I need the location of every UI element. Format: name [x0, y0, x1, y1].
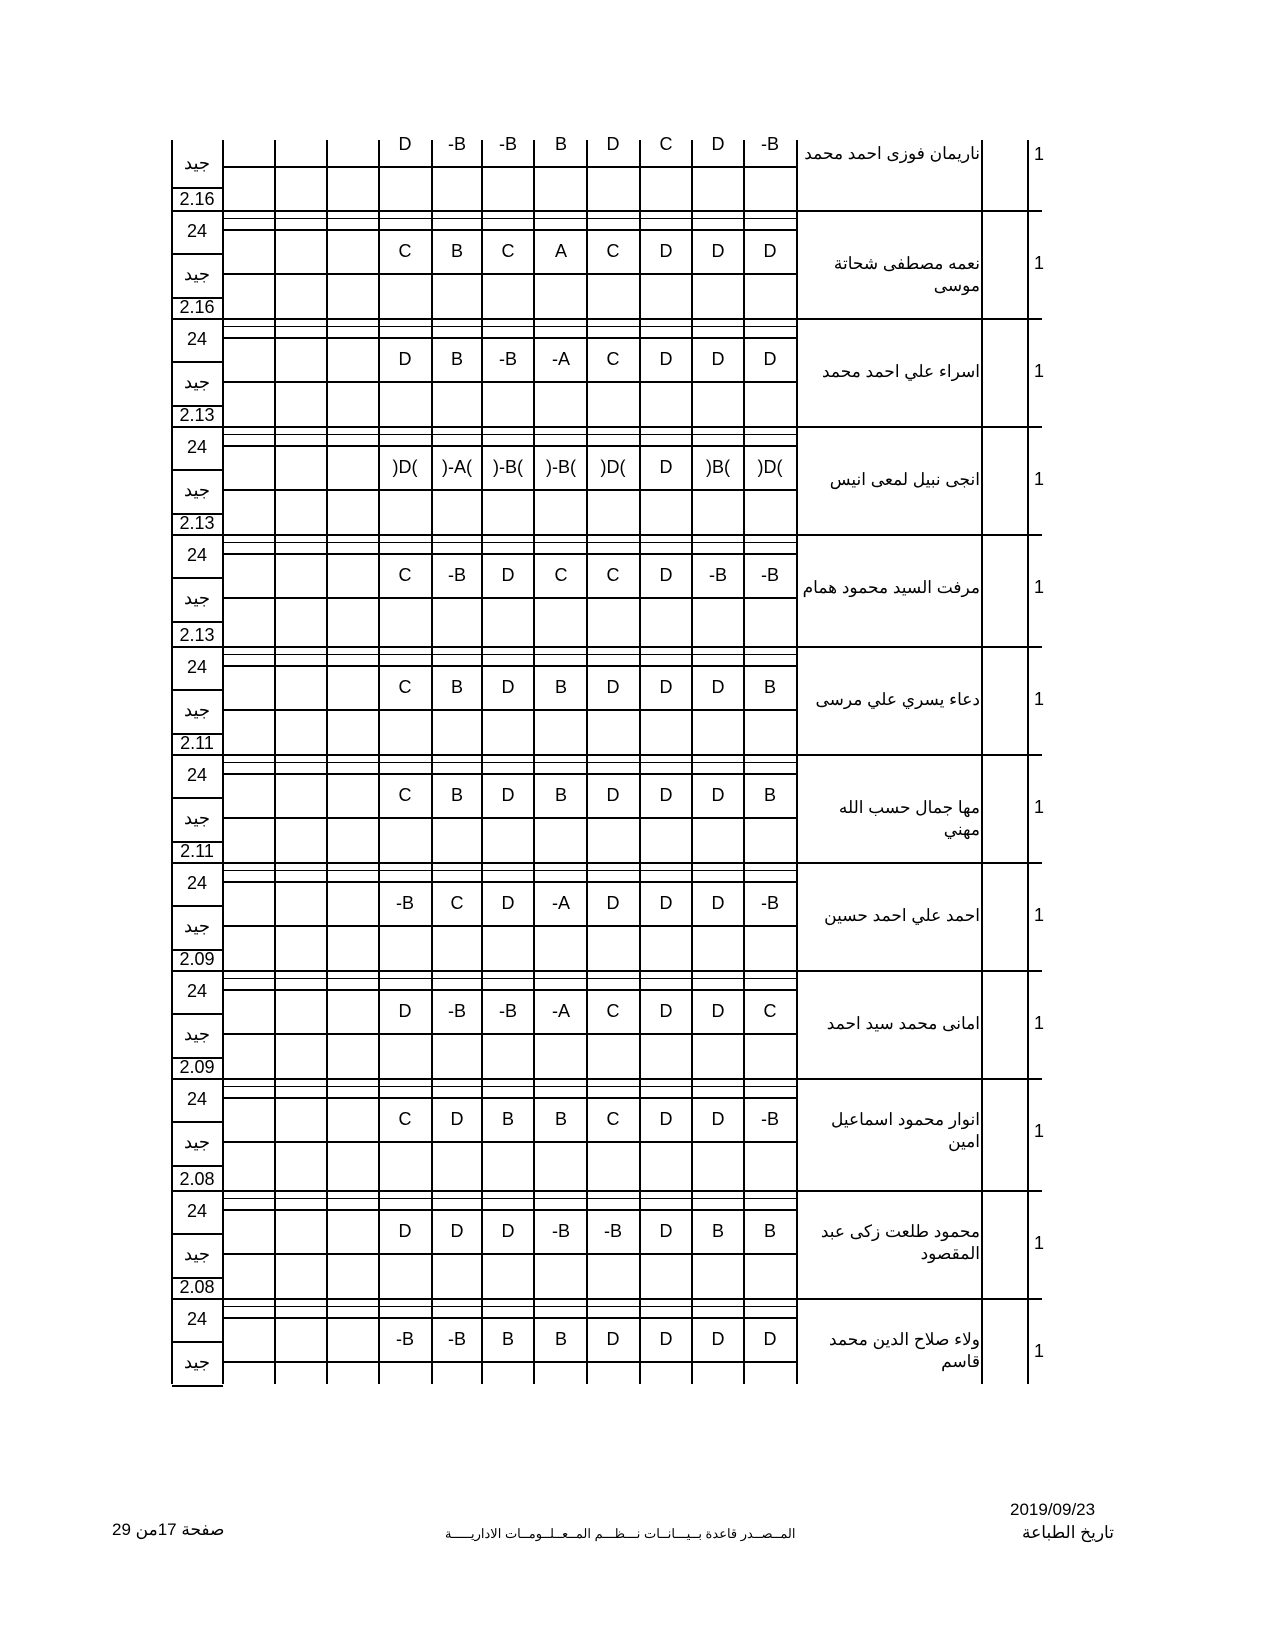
grade-cell: -A [552, 349, 570, 369]
grade-cell: D [711, 893, 725, 913]
level-value: 1 [1033, 577, 1045, 597]
grades-top-line [223, 1097, 797, 1099]
level-value: 1 [1033, 1341, 1045, 1361]
grade-cell: D [659, 785, 673, 805]
grade-cell: -B [761, 565, 779, 585]
rating: جيد [183, 480, 211, 500]
student-name: نعمه مصطفى شحاتة موسى [833, 254, 980, 295]
count-rating-divider [172, 469, 223, 471]
grade-cell: B [554, 1329, 568, 1349]
student-name: مرفت السيد محمود همام [802, 578, 980, 597]
grade-cell: )D( [392, 457, 418, 477]
print-date: 2019/09/23 [1010, 1500, 1096, 1519]
grade-cell: C [450, 893, 464, 913]
gpa: 2.16 [179, 297, 215, 317]
grade-cell: D [659, 457, 673, 477]
student-name: ناريمان فوزى احمد محمد [804, 144, 980, 163]
rating: جيد [183, 1244, 211, 1264]
grade-cell: -B [499, 349, 517, 369]
grade-cell: B [554, 1109, 568, 1129]
grade-cell: )-B( [493, 457, 523, 477]
grade-cell: D [501, 785, 515, 805]
row-subline [223, 326, 797, 327]
gpa: 2.08 [179, 1277, 215, 1297]
row-subline [223, 218, 797, 219]
grades-top-line [223, 665, 797, 667]
grade-cell: D [659, 241, 673, 261]
total-count: 24 [186, 221, 208, 241]
rating: جيد [183, 808, 211, 828]
count-rating-divider [172, 905, 223, 907]
grade-cell: -B [761, 893, 779, 913]
grade-cell: B [450, 677, 464, 697]
rating: جيد [183, 916, 211, 936]
gpa: 2.13 [179, 513, 215, 533]
grade-cell: -B [761, 134, 779, 154]
gpa: 2.08 [179, 1169, 215, 1189]
count-rating-divider [172, 797, 223, 799]
grade-cell: -B [448, 565, 466, 585]
row-subline [223, 762, 797, 763]
count-rating-divider [172, 253, 223, 255]
total-count: 24 [186, 873, 208, 893]
grade-cell: D [711, 241, 725, 261]
grades-bottom-line [223, 1141, 797, 1143]
grade-cell: D [606, 785, 620, 805]
record-separator [172, 1190, 1042, 1192]
gpa: 2.13 [179, 405, 215, 425]
gpa: 2.13 [179, 625, 215, 645]
rating: جيد [183, 1024, 211, 1044]
grade-cell: -B [448, 134, 466, 154]
grade-cell: B [554, 677, 568, 697]
grade-cell: D [711, 1109, 725, 1129]
grades-bottom-line [223, 925, 797, 927]
grade-cell: )B( [706, 457, 730, 477]
grade-cell: D [763, 349, 777, 369]
rating-gpa-divider [172, 621, 223, 623]
grade-cell: C [501, 241, 515, 261]
grade-cell: D [659, 1001, 673, 1021]
grades-bottom-line [223, 1033, 797, 1035]
rating-gpa-divider [172, 1385, 223, 1387]
rating: جيد [183, 700, 211, 720]
rating: جيد [183, 1352, 211, 1372]
student-name: امانى محمد سيد احمد [826, 1014, 980, 1033]
grade-cell: D [501, 1221, 515, 1241]
grade-cell: D [501, 677, 515, 697]
record-separator [172, 210, 1042, 212]
grade-cell: -B [499, 134, 517, 154]
grades-bottom-line [223, 817, 797, 819]
total-count: 24 [186, 1201, 208, 1221]
student-name: مها جمال حسب الله مهني [838, 798, 980, 839]
count-rating-divider [172, 1121, 223, 1123]
grade-cell: D [659, 677, 673, 697]
level-value: 1 [1033, 144, 1045, 164]
student-name: احمد علي احمد حسين [824, 906, 980, 925]
grade-cell: C [398, 241, 412, 261]
grade-cell: C [398, 565, 412, 585]
grades-bottom-line [223, 166, 797, 168]
count-rating-divider [172, 361, 223, 363]
grade-cell: D [659, 1109, 673, 1129]
grade-cell: D [763, 241, 777, 261]
rating: جيد [183, 153, 211, 173]
student-name: انجى نبيل لمعى انيس [829, 470, 980, 489]
grade-cell: D [398, 349, 412, 369]
gpa: 2.11 [180, 733, 214, 753]
grades-top-line [223, 337, 797, 339]
grade-cell: C [398, 677, 412, 697]
grade-cell: -B [396, 1329, 414, 1349]
total-count: 24 [186, 1309, 208, 1329]
grade-cell: -B [552, 1221, 570, 1241]
grade-cell: C [554, 565, 568, 585]
grade-cell: -B [709, 565, 727, 585]
grades-top-line [223, 1209, 797, 1211]
row-subline [223, 542, 797, 543]
grade-cell: )D( [600, 457, 626, 477]
row-subline [223, 654, 797, 655]
grade-cell: D [398, 1001, 412, 1021]
gpa: 2.16 [179, 189, 215, 209]
rating: جيد [183, 372, 211, 392]
grade-cell: A [554, 241, 568, 261]
student-name: محمود طلعت زكى عبد المقصود [820, 1222, 980, 1263]
row-subline [223, 434, 797, 435]
column-line [1027, 140, 1029, 1384]
record-separator [172, 970, 1042, 972]
grades-bottom-line [223, 1361, 797, 1363]
count-rating-divider [172, 1341, 223, 1343]
page-number: صفحة 17من 29 [112, 1520, 225, 1539]
grade-cell: -B [604, 1221, 622, 1241]
grade-cell: -A [552, 1001, 570, 1021]
grades-top-line [223, 1317, 797, 1319]
grade-cell: D [763, 1329, 777, 1349]
level-value: 1 [1033, 469, 1045, 489]
record-separator [172, 862, 1042, 864]
total-count: 24 [186, 981, 208, 1001]
total-count: 24 [186, 437, 208, 457]
grade-cell: B [450, 785, 464, 805]
data-source-note: المــصــدر قاعدة بــيـــانــات نـــظـــم المــعــلــومــات الاداريـــــة [445, 1526, 796, 1541]
grades-top-line [223, 553, 797, 555]
rating: جيد [183, 1132, 211, 1152]
level-value: 1 [1033, 1013, 1045, 1033]
grade-cell: C [659, 134, 673, 154]
total-count: 24 [186, 657, 208, 677]
rating-gpa-divider [172, 1165, 223, 1167]
total-count: 24 [186, 765, 208, 785]
grade-cell: D [450, 1109, 464, 1129]
gpa: 2.11 [180, 841, 214, 861]
grade-cell: D [501, 893, 515, 913]
count-rating-divider [172, 689, 223, 691]
grade-cell: D [606, 1329, 620, 1349]
student-name: اسراء علي احمد محمد [822, 362, 980, 381]
level-value: 1 [1033, 797, 1045, 817]
column-line [171, 140, 173, 1384]
grades-top-line [223, 989, 797, 991]
grades-top-line [223, 881, 797, 883]
grade-cell: B [763, 785, 777, 805]
record-separator [172, 646, 1042, 648]
grade-cell: D [606, 677, 620, 697]
level-value: 1 [1033, 905, 1045, 925]
grade-cell: D [659, 1221, 673, 1241]
grades-bottom-line [223, 381, 797, 383]
grade-cell: -B [396, 893, 414, 913]
grades-bottom-line [223, 273, 797, 275]
row-subline [223, 978, 797, 979]
grade-cell: D [659, 893, 673, 913]
grade-cell: B [501, 1109, 515, 1129]
level-value: 1 [1033, 1233, 1045, 1253]
total-count: 24 [186, 1089, 208, 1109]
record-separator [172, 318, 1042, 320]
count-rating-divider [172, 1233, 223, 1235]
record-separator [172, 426, 1042, 428]
grade-cell: D [606, 893, 620, 913]
grade-cell: D [606, 134, 620, 154]
grade-cell: C [606, 241, 620, 261]
grade-cell: D [398, 1221, 412, 1241]
grade-cell: C [606, 349, 620, 369]
row-subline [223, 1306, 797, 1307]
column-line [981, 140, 983, 1384]
grade-cell: -B [448, 1329, 466, 1349]
grade-cell: D [711, 1329, 725, 1349]
count-rating-divider [172, 1013, 223, 1015]
grade-cell: )-A( [442, 457, 472, 477]
row-subline [223, 1086, 797, 1087]
grades-top-line [223, 445, 797, 447]
grade-cell: B [763, 677, 777, 697]
grade-cell: D [711, 1001, 725, 1021]
level-value: 1 [1033, 689, 1045, 709]
level-value: 1 [1033, 253, 1045, 273]
student-name: دعاء يسري علي مرسى [815, 690, 980, 709]
gpa: 2.09 [179, 1057, 215, 1077]
row-subline [223, 870, 797, 871]
grade-cell: B [711, 1221, 725, 1241]
grade-cell: B [554, 134, 568, 154]
grade-cell: B [763, 1221, 777, 1241]
grade-cell: D [659, 565, 673, 585]
grade-cell: D [398, 134, 412, 154]
count-rating-divider [172, 577, 223, 579]
total-count: 24 [186, 545, 208, 565]
grade-cell: D [450, 1221, 464, 1241]
grades-bottom-line [223, 1253, 797, 1255]
grade-cell: )D( [757, 457, 783, 477]
grade-cell: C [606, 1001, 620, 1021]
record-separator [172, 754, 1042, 756]
grade-cell: -B [448, 1001, 466, 1021]
grade-cell: -A [552, 893, 570, 913]
grade-cell: C [606, 565, 620, 585]
grades-bottom-line [223, 597, 797, 599]
gpa: 2.09 [179, 949, 215, 969]
grade-cell: C [606, 1109, 620, 1129]
grade-cell: C [398, 785, 412, 805]
grade-cell: B [450, 241, 464, 261]
row-subline [223, 1198, 797, 1199]
grades-top-line [223, 773, 797, 775]
grade-cell: -B [499, 1001, 517, 1021]
level-value: 1 [1033, 361, 1045, 381]
grade-cell: )-B( [546, 457, 576, 477]
grade-cell: B [501, 1329, 515, 1349]
record-separator [172, 1298, 1042, 1300]
grade-cell: D [501, 565, 515, 585]
grade-cell: D [659, 1329, 673, 1349]
grades-bottom-line [223, 709, 797, 711]
grade-cell: C [763, 1001, 777, 1021]
grade-cell: B [554, 785, 568, 805]
grades-bottom-line [223, 489, 797, 491]
grade-cell: D [711, 349, 725, 369]
rating: جيد [183, 264, 211, 284]
record-separator [172, 534, 1042, 536]
print-date-label: تاريخ الطباعة [1022, 1523, 1114, 1542]
grade-cell: -B [761, 1109, 779, 1129]
level-value: 1 [1033, 1121, 1045, 1141]
rating: جيد [183, 588, 211, 608]
total-count: 24 [186, 329, 208, 349]
grade-cell: D [711, 785, 725, 805]
grades-top-line [223, 229, 797, 231]
grade-cell: D [711, 134, 725, 154]
student-name: انوار محمود اسماعيل امين [831, 1110, 980, 1151]
student-name: ولاء صلاح الدين محمد قاسم [829, 1330, 980, 1371]
grade-cell: D [711, 677, 725, 697]
grade-cell: D [659, 349, 673, 369]
grade-cell: C [398, 1109, 412, 1129]
record-separator [172, 1078, 1042, 1080]
grade-cell: B [450, 349, 464, 369]
